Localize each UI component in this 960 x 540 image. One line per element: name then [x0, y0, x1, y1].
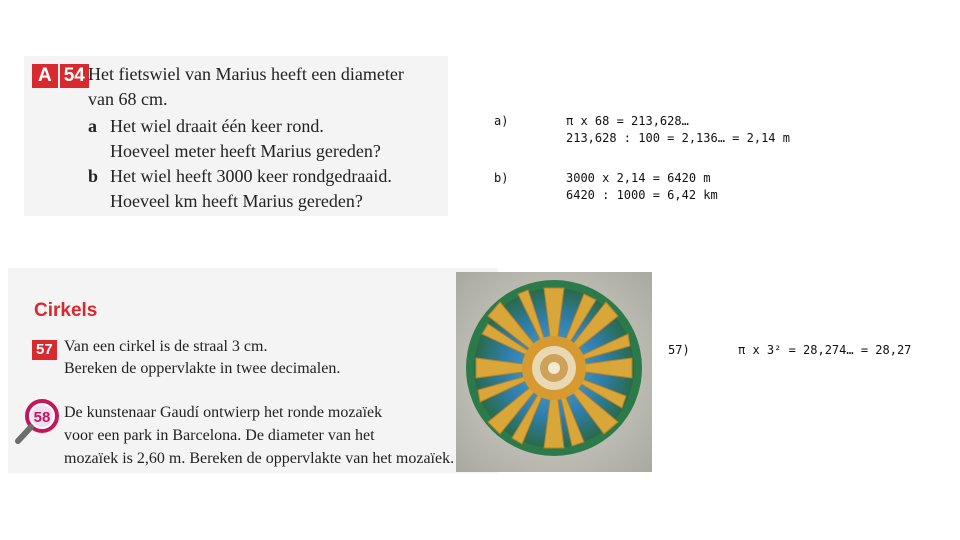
answer-57-text: π x 3² = 28,274… = 28,27 [738, 343, 912, 357]
part-a-letter: a [88, 116, 97, 136]
section-title: Cirkels [34, 300, 98, 321]
circles-section-panel [8, 268, 498, 473]
exercise-54-intro-2: van 68 cm. [88, 89, 168, 109]
exercise-57-line-1: Van een cirkel is de straal 3 cm. [64, 338, 268, 355]
answer-a-line-2: 213,628 : 100 = 2,136… = 2,14 m [566, 131, 790, 145]
answer-b-label: b) [494, 171, 509, 185]
exercise-58-line-3: mozaïek is 2,60 m. Bereken de oppervlakte van het mozaïek. [64, 450, 455, 467]
exercise-54-badge [32, 64, 89, 88]
exercise-58-number: 58 [33, 409, 51, 426]
answer-a-label: a) [494, 114, 509, 128]
answer-a-line-1: π x 68 = 213,628… [566, 114, 689, 128]
exercise-57-badge: 57 [32, 340, 57, 360]
exercise-57-line-2: Bereken de oppervlakte in twee decimalen. [64, 360, 341, 377]
part-b-letter: b [88, 166, 99, 186]
answer-b-line-1: 3000 x 2,14 = 6420 m [566, 171, 711, 185]
part-b-line-2: Hoeveel km heeft Marius gereden? [110, 191, 363, 211]
answer-57-label: 57) [668, 343, 690, 357]
level-letter: A [32, 64, 58, 88]
magnifier-icon [12, 398, 62, 446]
exercise-54-panel [24, 56, 448, 216]
answer-b-line-2: 6420 : 1000 = 6,42 km [566, 188, 718, 202]
exercise-54-intro-1: Het fietswiel van Marius heeft een diameter [88, 64, 404, 84]
mosaic-image [456, 272, 652, 472]
part-b-line-1: Het wiel heeft 3000 keer rondgedraaid. [110, 166, 392, 186]
part-a-line-2: Hoeveel meter heeft Marius gereden? [110, 141, 381, 161]
exercise-number: 54 [60, 64, 89, 88]
exercise-58-line-1: De kunstenaar Gaudí ontwierp het ronde mozaïek [64, 404, 383, 421]
part-a-line-1: Het wiel draait één keer rond. [110, 116, 324, 136]
exercise-58-line-2: voor een park in Barcelona. De diameter van het [64, 427, 375, 444]
